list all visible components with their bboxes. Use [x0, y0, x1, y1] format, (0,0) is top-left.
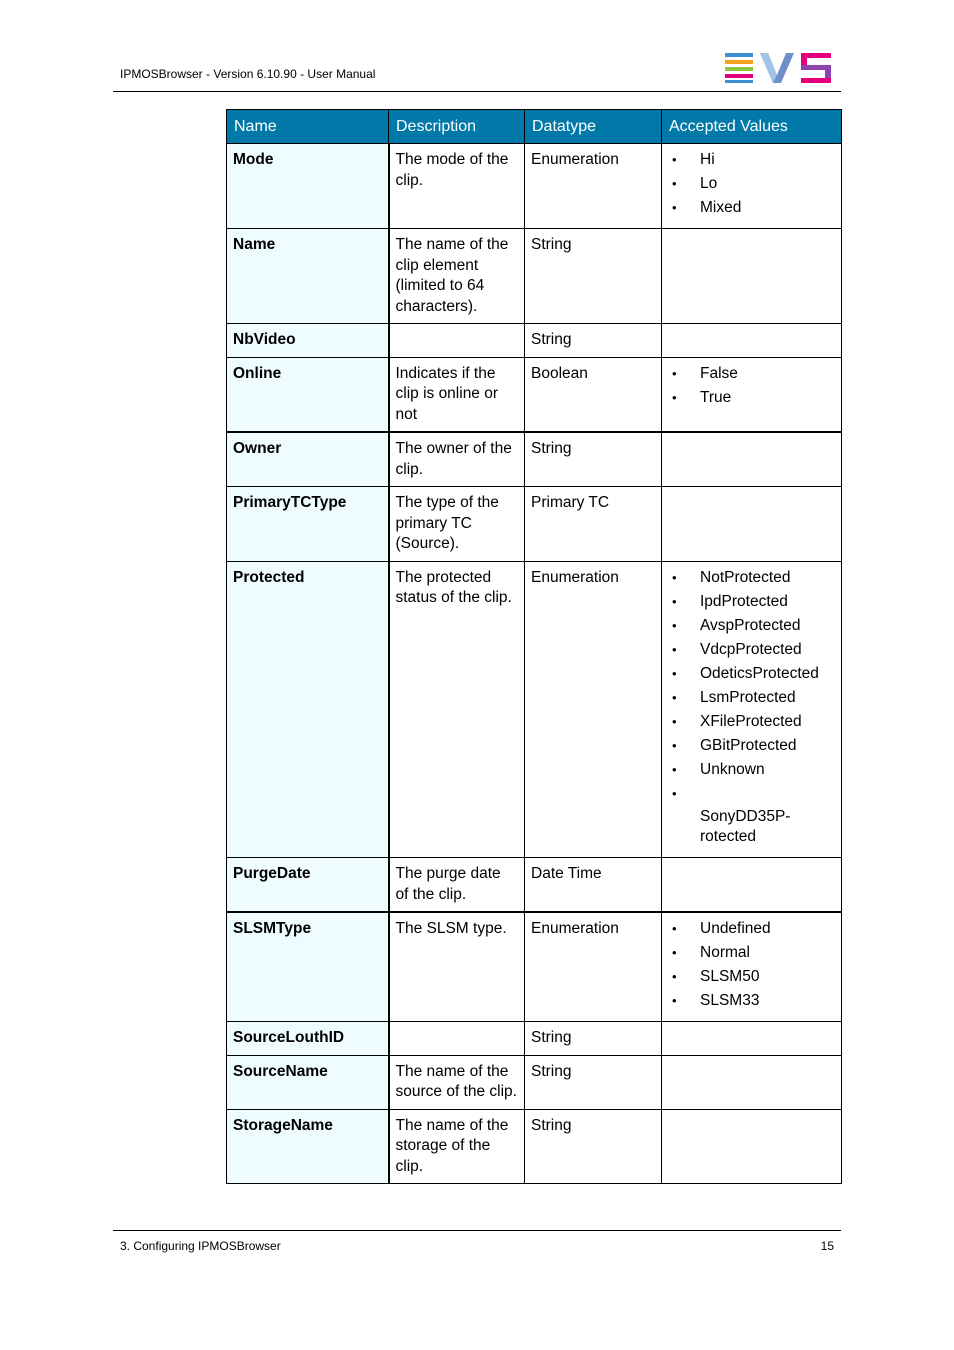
table-row [227, 229, 842, 324]
cell-accepted-values [662, 144, 842, 229]
list-item: • NotProtected [668, 568, 834, 589]
cell-name: StorageName [227, 1109, 389, 1184]
cell-name: PurgeDate [227, 858, 389, 913]
cell-name: Online [227, 357, 389, 432]
cell-name: SourceName [227, 1055, 389, 1109]
cell-description: The SLSM type. [389, 912, 525, 1022]
cell-description: The protected status of the clip. [389, 561, 525, 858]
cell-accepted-values [662, 561, 842, 858]
list-item: • GBitProtected [668, 736, 834, 757]
cell-description: The name of the source of the clip. [389, 1055, 525, 1109]
page-number: 15 [820, 1239, 834, 1253]
table-row [227, 912, 842, 1022]
table-row [227, 1109, 842, 1184]
cell-description [389, 1022, 525, 1056]
manual-title: IPMOSBrowser - Version 6.10.90 - User Manual [120, 67, 376, 81]
list-item: • SLSM33 [668, 991, 834, 1012]
list-item: • IpdProtected [668, 592, 834, 613]
table-header-row [227, 110, 842, 144]
column-header-datatype: Datatype [525, 110, 662, 144]
list-item: • Hi [668, 150, 834, 171]
page-header [113, 55, 841, 92]
cell-accepted-values [662, 1055, 842, 1109]
footer-section: 3. Configuring IPMOSBrowser [120, 1239, 281, 1253]
cell-accepted-values [662, 858, 842, 913]
cell-name: Mode [227, 144, 389, 229]
cell-datatype: Enumeration [525, 144, 662, 229]
table-body [227, 144, 842, 1184]
column-header-description: Description [389, 110, 525, 144]
cell-description: The name of the storage of the clip. [389, 1109, 525, 1184]
cell-name: Protected [227, 561, 389, 858]
evs-logo [725, 53, 833, 83]
accepted-values-list [668, 919, 834, 1012]
cell-description: The name of the clip element (limited to 64 characters). [389, 229, 525, 324]
list-item: • Lo [668, 174, 834, 195]
table-row [227, 357, 842, 432]
accepted-values-list [668, 150, 834, 219]
list-item: • OdeticsProtected [668, 664, 834, 685]
cell-accepted-values [662, 324, 842, 358]
accepted-values-list [668, 364, 834, 409]
list-item: • SLSM50 [668, 967, 834, 988]
list-item: • True [668, 388, 834, 409]
accepted-values-list [668, 568, 834, 848]
cell-datatype: String [525, 229, 662, 324]
cell-datatype: Boolean [525, 357, 662, 432]
cell-accepted-values [662, 229, 842, 324]
table-row [227, 561, 842, 858]
cell-name: SLSMType [227, 912, 389, 1022]
cell-name: NbVideo [227, 324, 389, 358]
cell-datatype: String [525, 1055, 662, 1109]
cell-datatype: String [525, 324, 662, 358]
cell-datatype: Primary TC [525, 487, 662, 562]
cell-description: The purge date of the clip. [389, 858, 525, 913]
table-row [227, 487, 842, 562]
cell-datatype: Enumeration [525, 561, 662, 858]
cell-accepted-values [662, 912, 842, 1022]
cell-name: Name [227, 229, 389, 324]
column-header-accepted-values: Accepted Values [662, 110, 842, 144]
list-item: • XFileProtected [668, 712, 834, 733]
cell-description: The mode of the clip. [389, 144, 525, 229]
cell-datatype: String [525, 432, 662, 487]
column-header-name: Name [227, 110, 389, 144]
table-row [227, 144, 842, 229]
list-item: • Normal [668, 943, 834, 964]
cell-description: The type of the primary TC (Source). [389, 487, 525, 562]
list-item: • SonyDD35P- rotected [668, 784, 834, 848]
table-row [227, 1022, 842, 1056]
cell-description [389, 324, 525, 358]
cell-accepted-values [662, 1109, 842, 1184]
list-item: • Mixed [668, 198, 834, 219]
table-row [227, 432, 842, 487]
cell-accepted-values [662, 487, 842, 562]
list-item: • False [668, 364, 834, 385]
table-row [227, 1055, 842, 1109]
parameter-table [226, 109, 842, 1184]
list-item: • Undefined [668, 919, 834, 940]
cell-datatype: String [525, 1022, 662, 1056]
list-item: • AvspProtected [668, 616, 834, 637]
cell-datatype: Enumeration [525, 912, 662, 1022]
cell-accepted-values [662, 357, 842, 432]
list-item: • Unknown [668, 760, 834, 781]
table-row [227, 858, 842, 913]
cell-accepted-values [662, 1022, 842, 1056]
cell-name: SourceLouthID [227, 1022, 389, 1056]
cell-description: The owner of the clip. [389, 432, 525, 487]
cell-name: PrimaryTCType [227, 487, 389, 562]
table-row [227, 324, 842, 358]
cell-accepted-values [662, 432, 842, 487]
list-item: • LsmProtected [668, 688, 834, 709]
cell-datatype: String [525, 1109, 662, 1184]
list-item: • VdcpProtected [668, 640, 834, 661]
cell-description: Indicates if the clip is online or not [389, 357, 525, 432]
cell-datatype: Date Time [525, 858, 662, 913]
page-footer [113, 1230, 841, 1253]
cell-name: Owner [227, 432, 389, 487]
